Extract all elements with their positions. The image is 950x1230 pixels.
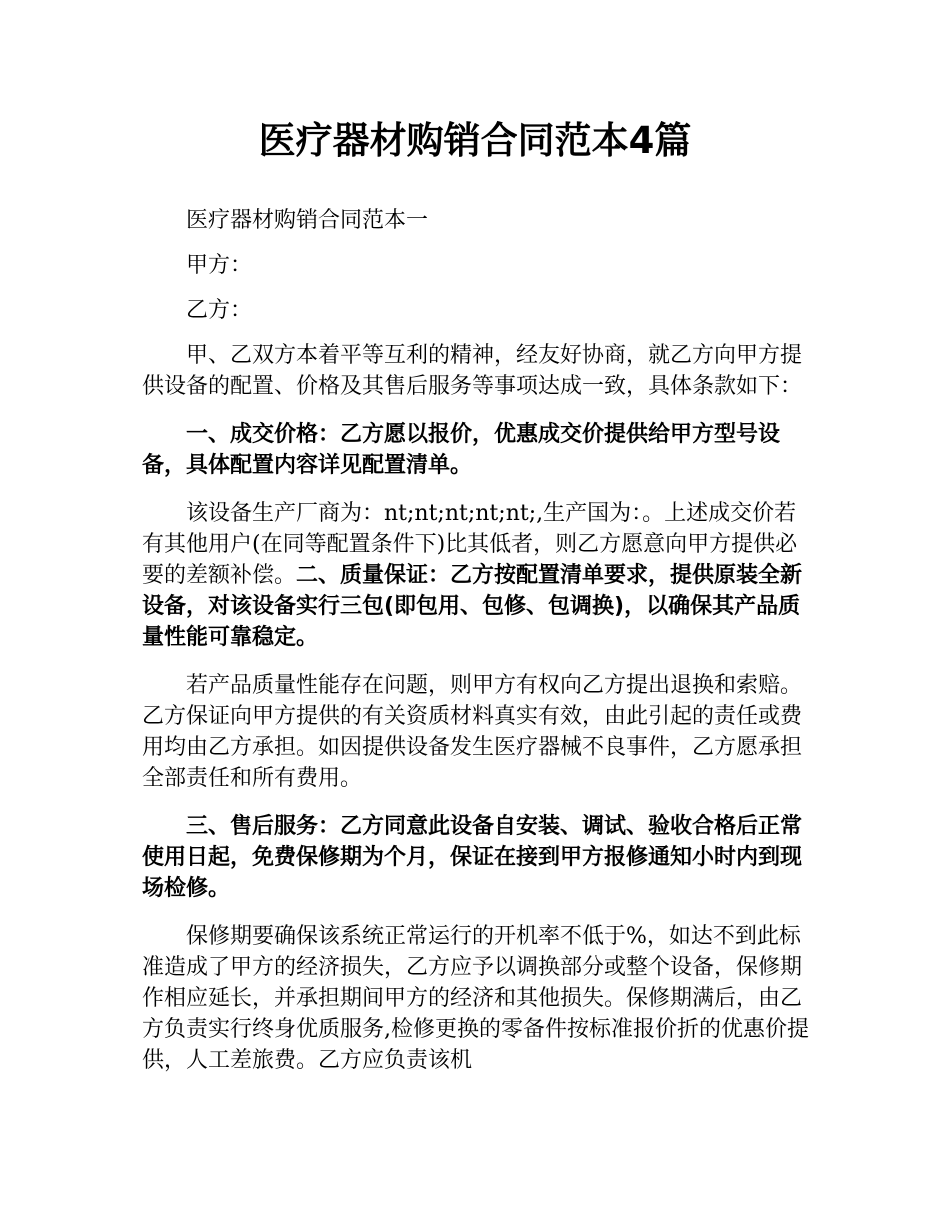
document-title: 医疗器材购销合同范本4篇 (258, 119, 692, 162)
paragraph-text: 医疗器材购销合同范本一 (186, 208, 429, 233)
paragraph-text: 甲方： (186, 253, 253, 278)
paragraph-text: 若产品质量性能存在问题，则甲方有权向乙方提出退换和索赔。乙方保证向甲方提供的有关资质材料真实有效，由此引起的责任或费用均由乙方承担。如因提供设备发生医疗器械不良事件，乙方愿承担全部责任和所有费用。 (142, 673, 803, 791)
paragraph-clause-price (142, 419, 814, 481)
paragraph-text: 该设备生产厂商为：nt;nt;nt;nt;nt;,生产国为：。上述成交价若有其他用户(在同等配置条件下)比其低者，则乙方愿意向甲方提供必要的差额补偿。 (142, 501, 798, 588)
paragraph-text: 乙方： (186, 298, 253, 323)
paragraph-preamble (142, 340, 814, 402)
clause-heading: 二、质量保证：乙方按配置清单要求，提供原装全新设备，对该设备实行三包(即包用、包修、包调换)，以确保其产品质量性能可靠稳定。 (142, 563, 803, 650)
document-body (142, 205, 814, 1093)
paragraph-claims (142, 670, 814, 794)
paragraph-text: 甲、乙双方本着平等互利的精神，经友好协商，就乙方向甲方提供设备的配置、价格及其售后服务等事项达成一致，具体条款如下： (142, 343, 803, 399)
paragraph-clause-quality (142, 498, 814, 653)
clause-heading: 一、成交价格：乙方愿以报价，优惠成交价提供给甲方型号设备，具体配置内容详见配置清单。 (142, 422, 781, 478)
paragraph-clause-service (142, 811, 814, 904)
paragraph-party-b (142, 295, 814, 326)
paragraph-party-a (142, 250, 814, 281)
clause-heading: 三、售后服务：乙方同意此设备自安装、调试、验收合格后正常使用日起，免费保修期为个月，保证在接到甲方报修通知小时内到现场检修。 (142, 814, 803, 901)
paragraph-warranty (142, 921, 814, 1076)
paragraph-text: 保修期要确保该系统正常运行的开机率不低于%，如达不到此标准造成了甲方的经济损失，乙方应予以调换部分或整个设备，保修期作相应延长，并承担期间甲方的经济和其他损失。保修期满后，由乙方负责实行终身优质服务,检修更换的零备件按标准报价折的优惠价提供，人工差旅费。乙方应负责该机 (142, 924, 809, 1073)
paragraph-subtitle (142, 205, 814, 236)
